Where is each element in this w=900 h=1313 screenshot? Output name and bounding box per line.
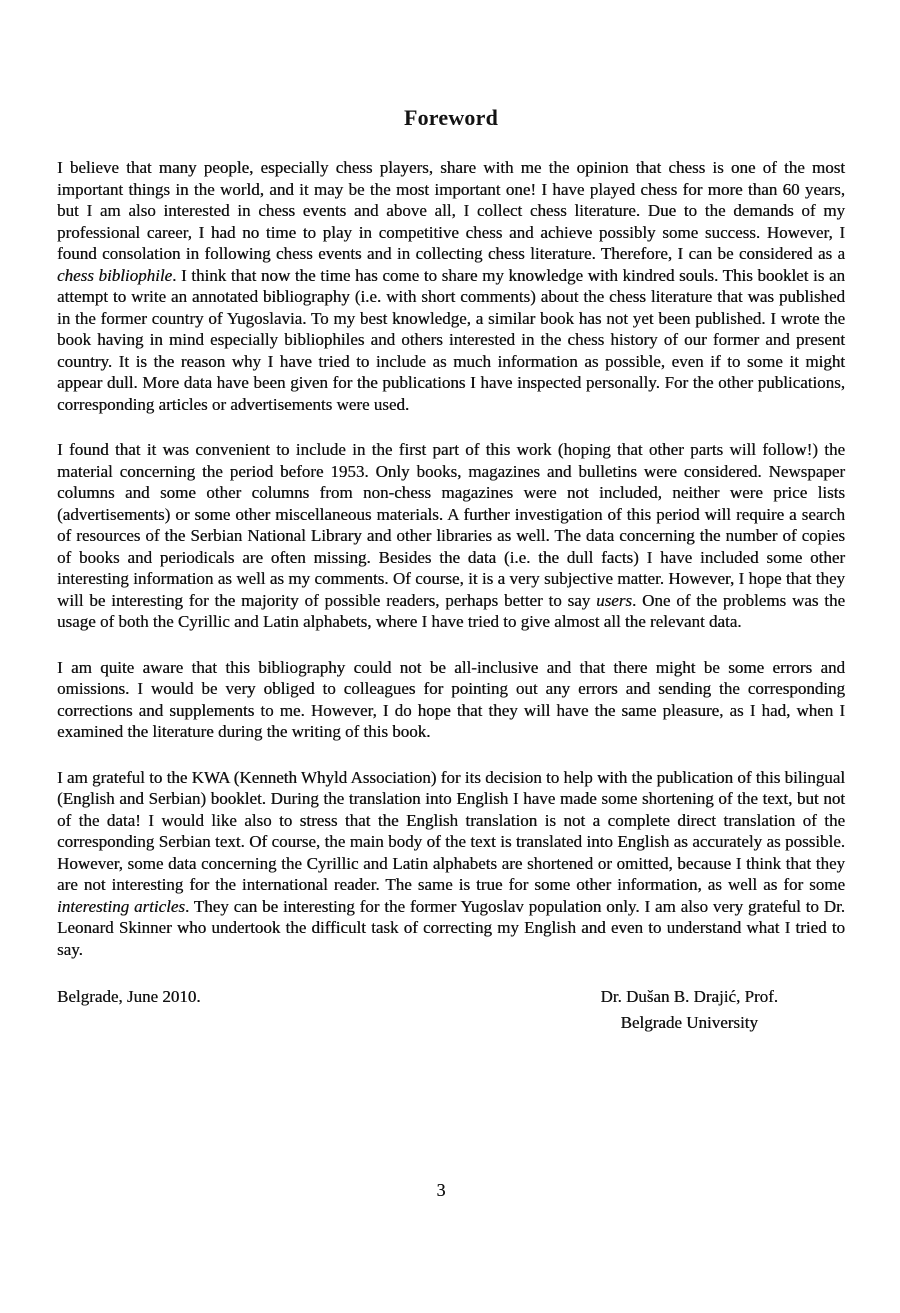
body-text: . They can be interesting for the former Yugoslav population only. I am also very grateful to Dr. Leonard Skinner who undertook the difficult task of correcting my English and even to understand what I tried to say. bbox=[57, 896, 845, 959]
page-number: 3 bbox=[436, 1180, 446, 1200]
signature-author: Dr. Dušan B. Drajić, Prof. bbox=[600, 987, 778, 1006]
signature-author-block bbox=[600, 984, 778, 1036]
page-title: Foreword bbox=[403, 105, 499, 130]
body-text: I am grateful to the KWA (Kenneth Whyld Association) for its decision to help with the publication of this bilingual (English and Serbian) booklet. During the translation into English I have made some shortening of the text, but not of the data! I would like also to stress that the English translation is not a complete direct translation of the corresponding Serbian text. Of course, the main body of the text is translated into English as accurately as possible. However, some data concerning the Cyrillic and Latin alphabets are shortened or omitted, because I think that they are not interesting for the international reader. The same is true for some other information, as well as for some bbox=[57, 767, 845, 894]
body-text: I believe that many people, especially chess players, share with me the opinion that chess is one of the most important things in the world, and it may be the most important one! I have played chess for more than 60 years, but I am also interested in chess events and above all, I collect chess literature. Due to the demands of my professional career, I had no time to play in competitive chess and achieve possibly some success. However, I found consolation in following chess events and in collecting chess literature. Therefore, I can be considered as a bbox=[57, 158, 845, 263]
paragraph bbox=[57, 767, 845, 961]
foreword-paragraphs bbox=[57, 157, 845, 960]
paragraph bbox=[57, 439, 845, 633]
body-text: . One of the problems was the usage of both the Cyrillic and Latin alphabets, where I have tried to give almost all the relevant data. bbox=[57, 590, 845, 631]
body-text: I am quite aware that this bibliography could not be all-inclusive and that there might be some errors and omissions. I would be very obliged to colleagues for pointing out any errors and sending the corresponding corrections and supplements to me. However, I do hope that they will have the same pleasure, as I had, when I examined the literature during the writing of this book. bbox=[57, 657, 845, 741]
body-text: . I think that now the time has come to share my knowledge with kindred souls. This booklet is an attempt to write an annotated bibliography (i.e. with short comments) about the chess literature that was published in the former country of Yugoslavia. To my best knowledge, a similar book has not yet been published. I wrote the book having in mind especially bibliophiles and others interested in the chess history of our former and present country. It is the reason why I have tried to include as much information as possible, even if to some it might appear dull. More data have been given for the publications I have inspected personally. For the other publications, corresponding articles or advertisements were used. bbox=[57, 265, 846, 414]
signature-place-date: Belgrade, June 2010. bbox=[57, 987, 201, 1006]
body-text: I found that it was convenient to include in the first part of this work (hoping that other parts will follow!) the material concerning the period before 1953. Only books, magazines and bulletins were considered. Newspaper columns and some other columns from non-chess magazines were not included, neither were price lists (advertisements) or some other miscellaneous materials. A further investigation of this period will require a search of resources of the Serbian National Library and other libraries as well. The data concerning the number of copies of books and periodicals are often missing. Besides the data (i.e. the dull facts) I have included some other interesting information as well as my comments. Of course, it is a very subjective matter. However, I hope that they will be interesting for the majority of possible readers, perhaps better to say bbox=[57, 440, 845, 610]
paragraph bbox=[57, 657, 845, 743]
italic-text: interesting articles bbox=[57, 896, 185, 916]
signature-affiliation: Belgrade University bbox=[620, 1013, 758, 1032]
paragraph bbox=[57, 157, 845, 415]
italic-text: chess bibliophile bbox=[57, 265, 173, 285]
italic-text: users bbox=[596, 590, 632, 610]
scanned-page bbox=[57, 0, 845, 1313]
signature-block bbox=[57, 984, 845, 1036]
